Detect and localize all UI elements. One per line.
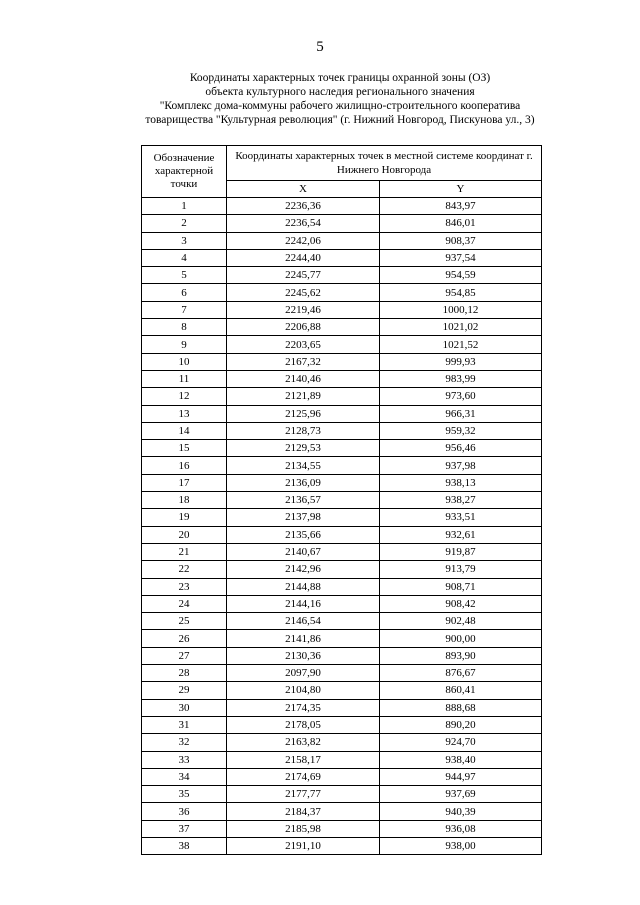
table-row (142, 232, 542, 249)
y-cell: 938,27 (380, 492, 542, 509)
point-cell: 19 (142, 509, 227, 526)
table-row (142, 543, 542, 560)
x-cell: 2177,77 (227, 786, 380, 803)
table-row (142, 388, 542, 405)
point-cell: 32 (142, 734, 227, 751)
table-row (142, 492, 542, 509)
x-cell: 2184,37 (227, 803, 380, 820)
x-cell: 2144,16 (227, 595, 380, 612)
y-cell: 954,85 (380, 284, 542, 301)
point-cell: 12 (142, 388, 227, 405)
y-cell: 843,97 (380, 198, 542, 215)
y-cell: 999,93 (380, 353, 542, 370)
table-row (142, 595, 542, 612)
x-cell: 2174,35 (227, 699, 380, 716)
coordinates-column-header: Координаты характерных точек в местной системе координат г. Нижнего Новгорода (227, 146, 542, 181)
point-cell: 25 (142, 613, 227, 630)
coordinates-table (141, 145, 542, 855)
y-cell: 973,60 (380, 388, 542, 405)
x-cell: 2174,69 (227, 768, 380, 785)
y-cell: 937,54 (380, 249, 542, 266)
point-cell: 6 (142, 284, 227, 301)
x-cell: 2158,17 (227, 751, 380, 768)
y-cell: 938,00 (380, 837, 542, 854)
x-cell: 2125,96 (227, 405, 380, 422)
table-row (142, 561, 542, 578)
point-cell: 16 (142, 457, 227, 474)
y-cell: 956,46 (380, 440, 542, 457)
x-cell: 2236,36 (227, 198, 380, 215)
y-cell: 983,99 (380, 370, 542, 387)
point-cell: 35 (142, 786, 227, 803)
table-row (142, 578, 542, 595)
point-cell: 23 (142, 578, 227, 595)
y-cell: 888,68 (380, 699, 542, 716)
x-cell: 2104,80 (227, 682, 380, 699)
y-cell: 938,13 (380, 474, 542, 491)
y-cell: 908,42 (380, 595, 542, 612)
y-cell: 860,41 (380, 682, 542, 699)
x-cell: 2128,73 (227, 422, 380, 439)
point-cell: 29 (142, 682, 227, 699)
x-cell: 2178,05 (227, 716, 380, 733)
y-cell: 908,37 (380, 232, 542, 249)
point-cell: 28 (142, 665, 227, 682)
point-cell: 5 (142, 267, 227, 284)
y-cell: 940,39 (380, 803, 542, 820)
table-row (142, 474, 542, 491)
table-row (142, 734, 542, 751)
document-heading (60, 71, 620, 127)
point-cell: 37 (142, 820, 227, 837)
x-cell: 2206,88 (227, 319, 380, 336)
table-row (142, 768, 542, 785)
point-cell: 7 (142, 301, 227, 318)
table-row (142, 820, 542, 837)
table-row (142, 630, 542, 647)
x-cell: 2245,62 (227, 284, 380, 301)
y-cell: 1000,12 (380, 301, 542, 318)
table-row (142, 267, 542, 284)
point-cell: 1 (142, 198, 227, 215)
x-cell: 2203,65 (227, 336, 380, 353)
y-cell: 913,79 (380, 561, 542, 578)
table-row (142, 699, 542, 716)
y-cell: 937,98 (380, 457, 542, 474)
table-row (142, 319, 542, 336)
point-cell: 34 (142, 768, 227, 785)
y-column-header: Y (380, 181, 542, 198)
table-row (142, 786, 542, 803)
y-cell: 937,69 (380, 786, 542, 803)
point-cell: 26 (142, 630, 227, 647)
point-cell: 17 (142, 474, 227, 491)
point-cell: 13 (142, 405, 227, 422)
y-cell: 900,00 (380, 630, 542, 647)
point-column-header: Обозначение характерной точки (142, 146, 227, 198)
table-row (142, 249, 542, 266)
heading-line-3: "Комплекс дома-коммуны рабочего жилищно-строительного кооператива (159, 100, 521, 112)
point-cell: 3 (142, 232, 227, 249)
table-row (142, 198, 542, 215)
point-cell: 24 (142, 595, 227, 612)
x-cell: 2185,98 (227, 820, 380, 837)
x-cell: 2236,54 (227, 215, 380, 232)
x-cell: 2144,88 (227, 578, 380, 595)
y-cell: 919,87 (380, 543, 542, 560)
x-cell: 2141,86 (227, 630, 380, 647)
x-cell: 2130,36 (227, 647, 380, 664)
y-cell: 954,59 (380, 267, 542, 284)
x-cell: 2135,66 (227, 526, 380, 543)
point-cell: 31 (142, 716, 227, 733)
point-cell: 18 (142, 492, 227, 509)
y-cell: 959,32 (380, 422, 542, 439)
y-cell: 902,48 (380, 613, 542, 630)
y-cell: 933,51 (380, 509, 542, 526)
heading-line-1: Координаты характерных точек границы охранной зоны (ОЗ) (189, 72, 491, 84)
point-cell: 38 (142, 837, 227, 854)
x-cell: 2163,82 (227, 734, 380, 751)
x-column-header: X (227, 181, 380, 198)
table-row (142, 526, 542, 543)
heading-line-4: товарищества "Культурная революция" (г. Нижний Новгород, Пискунова ул., 3) (145, 114, 535, 126)
point-cell: 33 (142, 751, 227, 768)
table-row (142, 353, 542, 370)
x-cell: 2137,98 (227, 509, 380, 526)
y-cell: 890,20 (380, 716, 542, 733)
table-row (142, 716, 542, 733)
table-row (142, 509, 542, 526)
point-cell: 9 (142, 336, 227, 353)
table-row (142, 405, 542, 422)
x-cell: 2140,46 (227, 370, 380, 387)
y-cell: 938,40 (380, 751, 542, 768)
y-cell: 936,08 (380, 820, 542, 837)
x-cell: 2136,09 (227, 474, 380, 491)
table-row (142, 665, 542, 682)
x-cell: 2242,06 (227, 232, 380, 249)
y-cell: 944,97 (380, 768, 542, 785)
y-cell: 1021,02 (380, 319, 542, 336)
table-row (142, 682, 542, 699)
heading-line-2: объекта культурного наследия регионального значения (205, 86, 475, 98)
x-cell: 2136,57 (227, 492, 380, 509)
point-cell: 14 (142, 422, 227, 439)
point-cell: 2 (142, 215, 227, 232)
table-row (142, 301, 542, 318)
x-cell: 2142,96 (227, 561, 380, 578)
point-cell: 21 (142, 543, 227, 560)
table-row (142, 336, 542, 353)
page-number: 5 (316, 39, 324, 55)
table-row (142, 440, 542, 457)
table-row (142, 613, 542, 630)
point-cell: 8 (142, 319, 227, 336)
y-cell: 924,70 (380, 734, 542, 751)
x-cell: 2219,46 (227, 301, 380, 318)
table-row (142, 751, 542, 768)
x-cell: 2245,77 (227, 267, 380, 284)
x-cell: 2097,90 (227, 665, 380, 682)
x-cell: 2167,32 (227, 353, 380, 370)
table-row (142, 647, 542, 664)
x-cell: 2146,54 (227, 613, 380, 630)
point-cell: 10 (142, 353, 227, 370)
point-cell: 11 (142, 370, 227, 387)
y-cell: 908,71 (380, 578, 542, 595)
y-cell: 932,61 (380, 526, 542, 543)
x-cell: 2140,67 (227, 543, 380, 560)
table-row (142, 803, 542, 820)
table-body (142, 198, 542, 855)
table-row (142, 457, 542, 474)
point-cell: 30 (142, 699, 227, 716)
x-cell: 2191,10 (227, 837, 380, 854)
point-cell: 27 (142, 647, 227, 664)
x-cell: 2121,89 (227, 388, 380, 405)
y-cell: 966,31 (380, 405, 542, 422)
y-cell: 1021,52 (380, 336, 542, 353)
y-cell: 876,67 (380, 665, 542, 682)
point-cell: 15 (142, 440, 227, 457)
y-cell: 846,01 (380, 215, 542, 232)
point-cell: 20 (142, 526, 227, 543)
table-row (142, 422, 542, 439)
y-cell: 893,90 (380, 647, 542, 664)
table-row (142, 370, 542, 387)
x-cell: 2129,53 (227, 440, 380, 457)
x-cell: 2134,55 (227, 457, 380, 474)
point-cell: 4 (142, 249, 227, 266)
table-row (142, 215, 542, 232)
point-cell: 36 (142, 803, 227, 820)
point-cell: 22 (142, 561, 227, 578)
x-cell: 2244,40 (227, 249, 380, 266)
table-row (142, 837, 542, 854)
table-row (142, 284, 542, 301)
